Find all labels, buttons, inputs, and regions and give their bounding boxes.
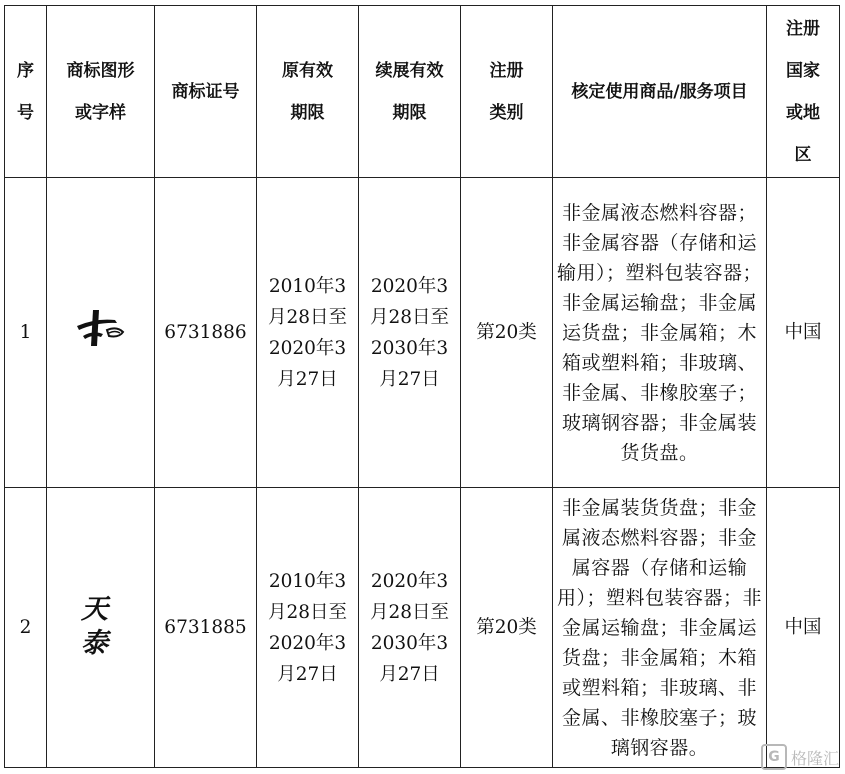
region: 中国	[767, 488, 840, 768]
row-index: 1	[5, 178, 47, 488]
table-row	[5, 178, 840, 488]
watermark-logo-icon: G	[761, 744, 787, 770]
header-orig-period: 原有效期限	[257, 6, 359, 178]
header-row	[5, 6, 840, 178]
header-renew-period: 续展有效期限	[359, 6, 461, 178]
watermark-text: 格隆汇	[790, 748, 839, 768]
watermark	[761, 744, 839, 770]
trademark-logo	[47, 488, 155, 768]
category: 第20类	[461, 488, 553, 768]
renewal-period: 2020年3月28日至2030年3月27日	[359, 488, 461, 768]
goods-list: 非金属装货货盘；非金属液态燃料容器；非金属容器（存储和运输用）；塑料包装容器；非金属运输盘；非金属运货盘；非金属箱；木箱或塑料箱；非玻璃、非金属、非橡胶塞子；玻璃钢容器。	[553, 488, 767, 768]
header-goods: 核定使用商品/服务项目	[553, 6, 767, 178]
original-period: 2010年3月28日至2020年3月27日	[257, 178, 359, 488]
header-category: 注册类别	[461, 6, 553, 178]
header-logo: 商标图形或字样	[47, 6, 155, 178]
header-index: 序号	[5, 6, 47, 178]
header-region: 注册国家或地区	[767, 6, 840, 178]
trademark-text: 天 泰	[81, 593, 120, 659]
table-row	[5, 488, 840, 768]
trademark-image-icon	[73, 306, 129, 360]
original-period: 2010年3月28日至2020年3月27日	[257, 488, 359, 768]
region: 中国	[767, 178, 840, 488]
trademark-logo	[47, 178, 155, 488]
renewal-period: 2020年3月28日至2030年3月27日	[359, 178, 461, 488]
goods-list: 非金属液态燃料容器；非金属容器（存储和运输用）；塑料包装容器；非金属运输盘；非金属运货盘；非金属箱；木箱或塑料箱；非玻璃、非金属、非橡胶塞子；玻璃钢容器；非金属装货货盘。	[553, 178, 767, 488]
cert-number: 6731885	[155, 488, 257, 768]
cert-number: 6731886	[155, 178, 257, 488]
trademark-table	[4, 5, 840, 768]
header-cert-no: 商标证号	[155, 6, 257, 178]
row-index: 2	[5, 488, 47, 768]
category: 第20类	[461, 178, 553, 488]
